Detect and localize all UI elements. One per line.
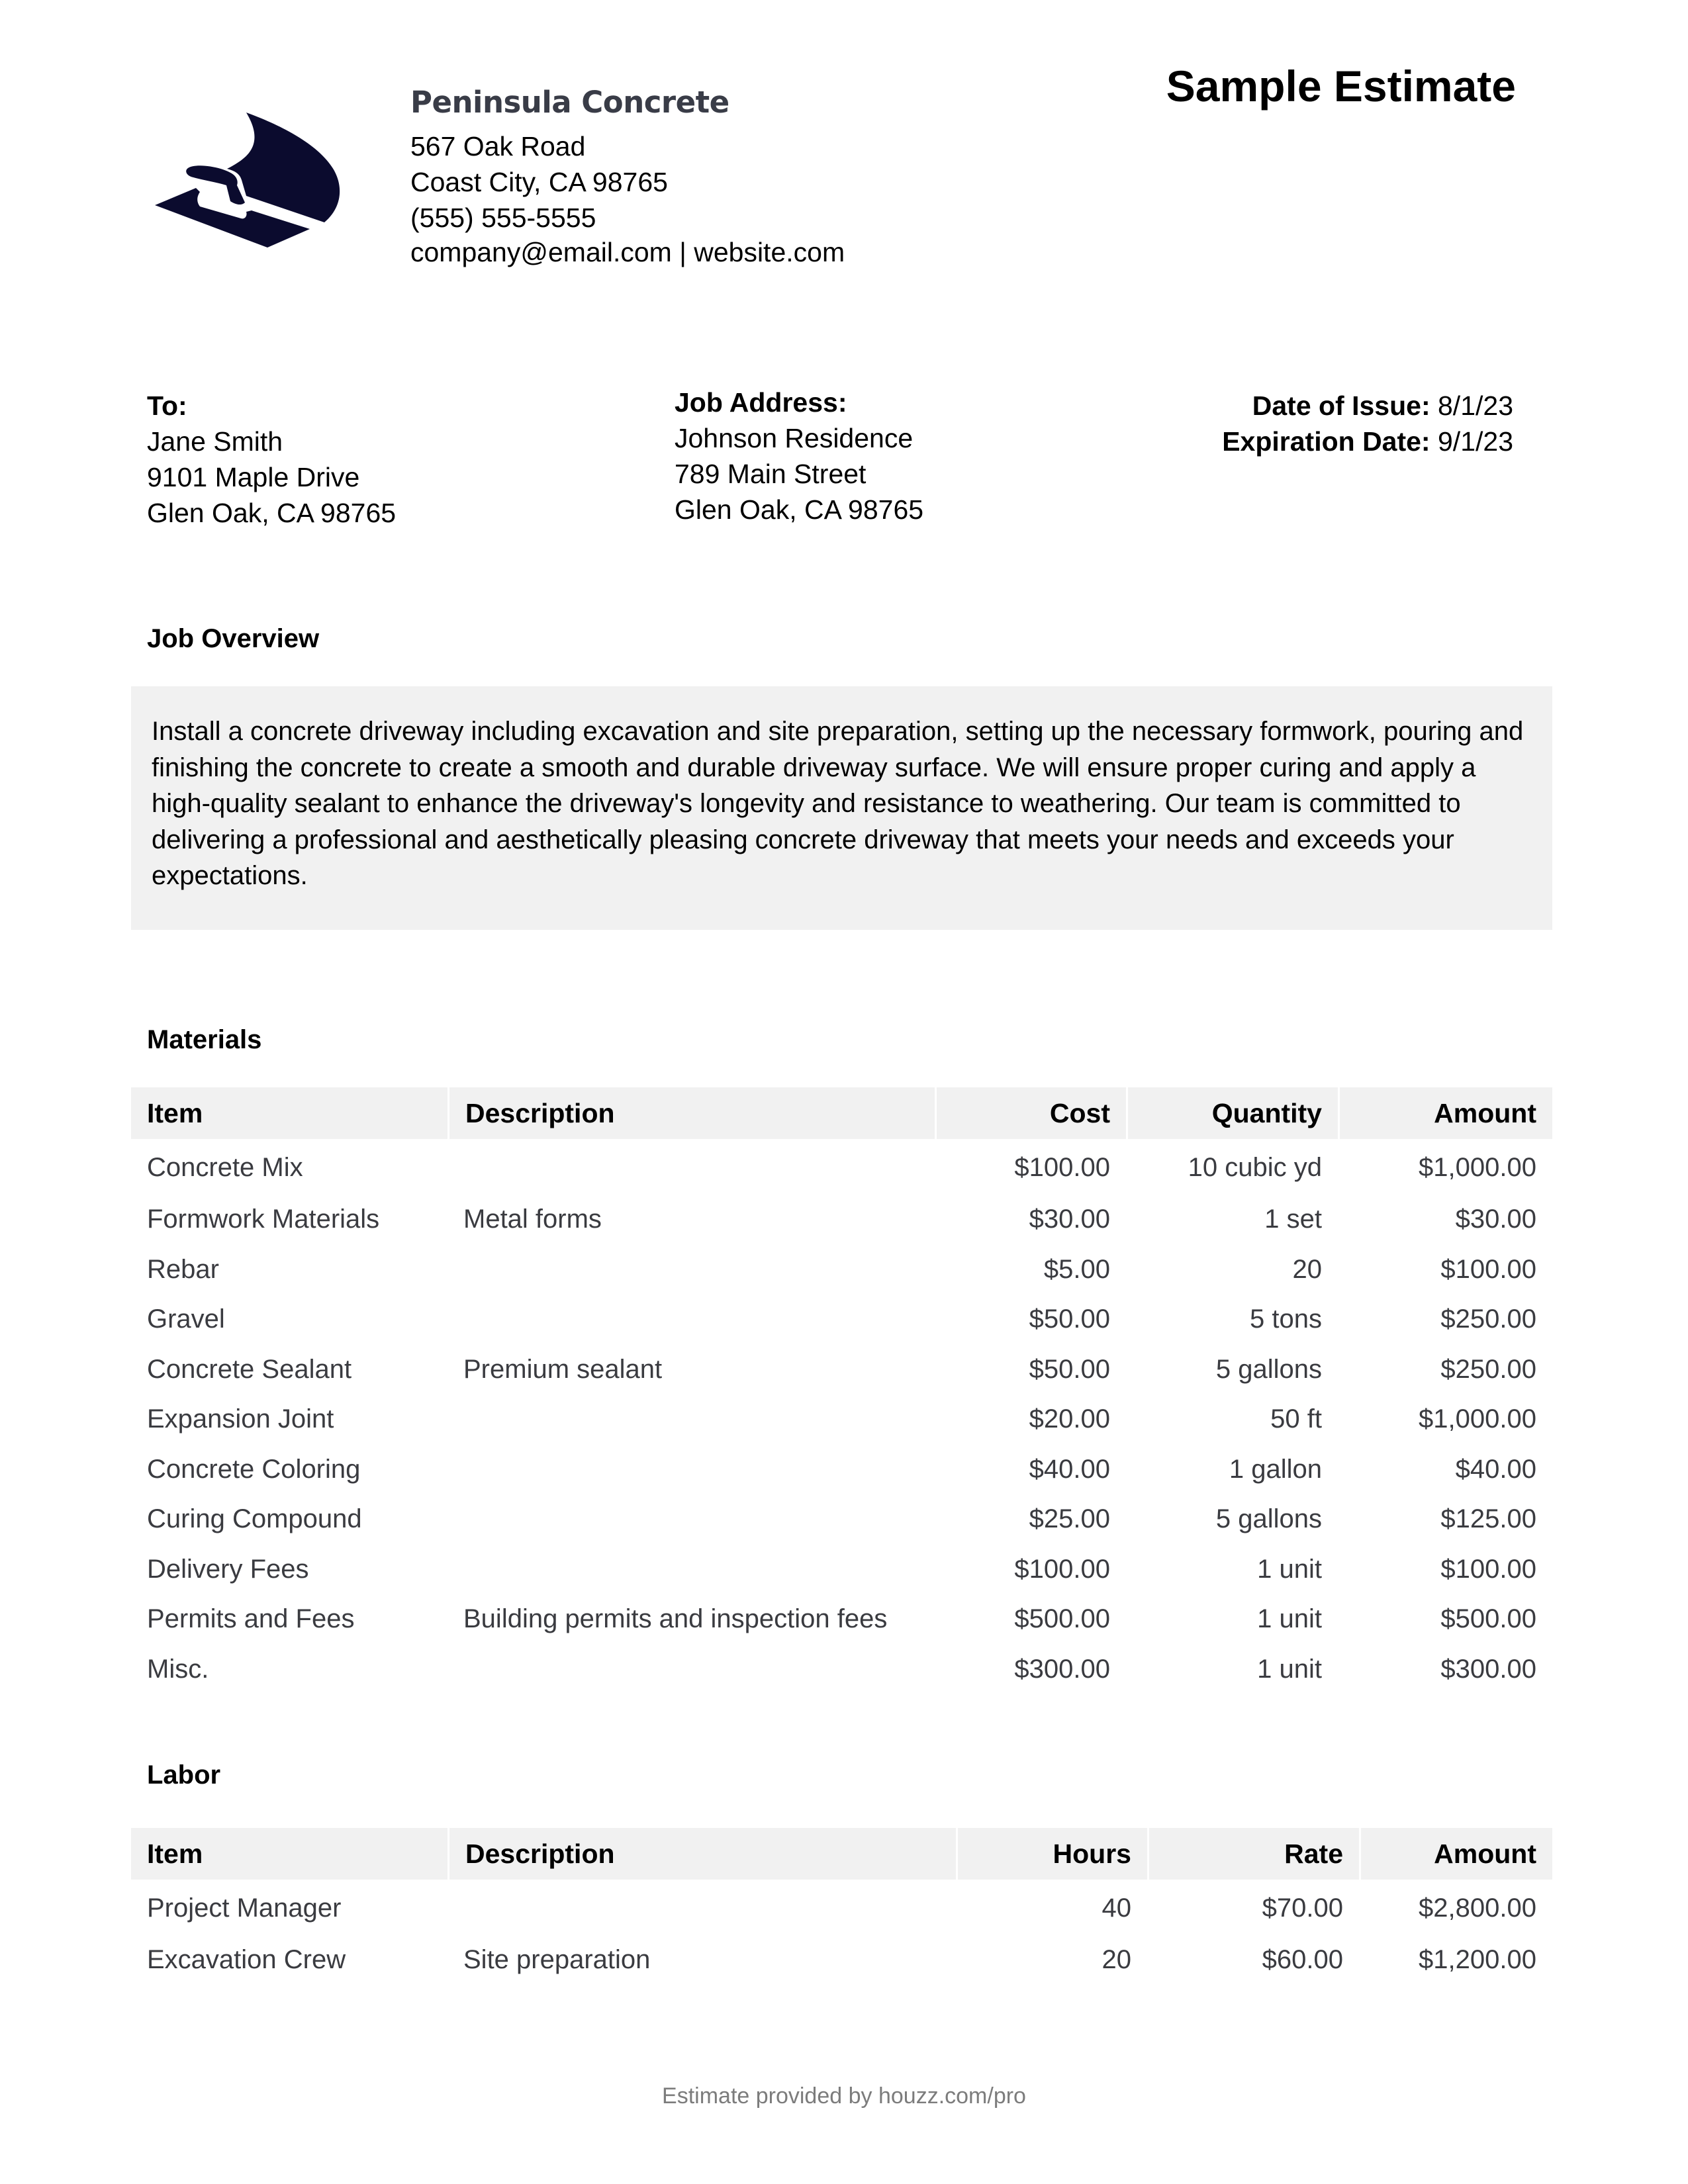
job-overview-text: Install a concrete driveway including excavation and site preparation, setting up the necessary formwork, pouring and finishing the concrete to create a smooth and durable driveway surface. We will ensure proper curing and apply a high-quality sealant to enhance the driveway's longevity and resistance to weathering. Our team is committed to delivering a professional and aesthetically pleasing concrete driveway that meets your needs and exceeds your expectations. [152, 717, 1524, 890]
cell-description: Premium sealant [463, 1354, 663, 1384]
cell-item: Permits and Fees [147, 1604, 355, 1634]
expiration-date-value: 9/1/23 [1438, 426, 1513, 457]
labor-table [131, 1828, 1552, 1985]
cell-quantity: 20 [1292, 1254, 1322, 1284]
cell-cost: $100.00 [1014, 1152, 1110, 1182]
cell-cost: $100.00 [1014, 1554, 1110, 1584]
cell-hours: 40 [1102, 1893, 1131, 1923]
cell-cost: $30.00 [1029, 1205, 1110, 1234]
trowel-logo-icon [147, 105, 346, 254]
cell-amount: $100.00 [1440, 1554, 1536, 1584]
column-header-hours: Hours [956, 1828, 1147, 1880]
cell-item: Expansion Joint [147, 1404, 334, 1434]
job-address-street: 789 Main Street [675, 459, 867, 489]
cell-item: Concrete Coloring [147, 1454, 361, 1484]
company-address-line1: 567 Oak Road [410, 131, 586, 161]
job-address-block [675, 385, 923, 527]
cell-item: Curing Compound [147, 1504, 362, 1534]
materials-header-row [131, 1087, 1552, 1139]
cell-cost: $20.00 [1029, 1404, 1110, 1434]
cell-quantity: 1 unit [1257, 1654, 1322, 1684]
cell-quantity: 5 gallons [1215, 1354, 1322, 1384]
company-logo [147, 105, 346, 254]
table-row [131, 1494, 1552, 1545]
column-header-description: Description [447, 1828, 956, 1880]
cell-quantity: 1 gallon [1229, 1454, 1322, 1484]
table-row [131, 1545, 1552, 1595]
cell-description [447, 1645, 935, 1695]
cell-rate: $60.00 [1262, 1945, 1343, 1975]
cell-quantity: 5 tons [1250, 1304, 1322, 1334]
cell-description [447, 1394, 935, 1445]
cell-item: Formwork Materials [147, 1205, 380, 1234]
cell-item: Excavation Crew [147, 1945, 346, 1975]
cell-amount: $30.00 [1455, 1205, 1536, 1234]
company-contact: company@email.com | website.com [410, 237, 845, 267]
cell-cost: $40.00 [1029, 1454, 1110, 1484]
cell-description [447, 1545, 935, 1595]
cell-cost: $300.00 [1014, 1654, 1110, 1684]
column-header-amount: Amount [1359, 1828, 1552, 1880]
table-row [131, 1295, 1552, 1345]
expiration-date-label: Expiration Date: [1222, 426, 1430, 457]
cell-hours: 20 [1102, 1945, 1131, 1975]
cell-amount: $1,000.00 [1419, 1152, 1536, 1182]
job-address-city: Glen Oak, CA 98765 [675, 494, 924, 525]
cell-cost: $50.00 [1029, 1354, 1110, 1384]
cell-description [447, 1295, 935, 1345]
cell-amount: $125.00 [1440, 1504, 1536, 1534]
table-row [131, 1245, 1552, 1295]
cell-amount: $40.00 [1455, 1454, 1536, 1484]
bill-to-label: To: [147, 390, 187, 421]
cell-quantity: 10 cubic yd [1188, 1152, 1322, 1182]
cell-quantity: 50 ft [1270, 1404, 1322, 1434]
column-header-item: Item [131, 1828, 447, 1880]
job-overview-box [131, 686, 1552, 930]
cell-amount: $1,000.00 [1419, 1404, 1536, 1434]
cell-description: Building permits and inspection fees [463, 1604, 888, 1634]
bill-to-name: Jane Smith [147, 426, 283, 457]
cell-amount: $250.00 [1440, 1304, 1536, 1334]
job-overview-heading: Job Overview [147, 624, 320, 653]
job-address-name: Johnson Residence [675, 423, 914, 453]
cell-cost: $5.00 [1043, 1254, 1110, 1284]
dates-block [1222, 388, 1513, 459]
table-row [131, 1594, 1552, 1645]
cell-amount: $500.00 [1440, 1604, 1536, 1634]
cell-description [447, 1245, 935, 1295]
cell-item: Delivery Fees [147, 1554, 309, 1584]
cell-quantity: 1 unit [1257, 1604, 1322, 1634]
cell-amount: $250.00 [1440, 1354, 1536, 1384]
cell-item: Concrete Mix [147, 1152, 303, 1182]
cell-description [447, 1139, 935, 1195]
cell-item: Concrete Sealant [147, 1354, 352, 1384]
column-header-description: Description [447, 1087, 935, 1139]
company-address-line2: Coast City, CA 98765 [410, 167, 668, 197]
bill-to-city: Glen Oak, CA 98765 [147, 498, 397, 528]
company-phone: (555) 555-5555 [410, 203, 596, 233]
issue-date-label: Date of Issue: [1252, 390, 1430, 421]
column-header-amount: Amount [1338, 1087, 1552, 1139]
cell-rate: $70.00 [1262, 1893, 1343, 1923]
column-header-item: Item [131, 1087, 447, 1139]
issue-date-row [1222, 388, 1513, 424]
column-header-rate: Rate [1147, 1828, 1359, 1880]
cell-amount: $1,200.00 [1419, 1945, 1536, 1975]
table-row [131, 1645, 1552, 1695]
cell-cost: $50.00 [1029, 1304, 1110, 1334]
labor-header-row [131, 1828, 1552, 1880]
table-row [131, 1394, 1552, 1445]
bill-to-street: 9101 Maple Drive [147, 462, 360, 492]
cell-amount: $100.00 [1440, 1254, 1536, 1284]
cell-amount: $2,800.00 [1419, 1893, 1536, 1923]
table-row [131, 1195, 1552, 1245]
cell-amount: $300.00 [1440, 1654, 1536, 1684]
table-row [131, 1880, 1552, 1935]
materials-heading: Materials [147, 1025, 262, 1054]
cell-description [447, 1494, 935, 1545]
issue-date-value: 8/1/23 [1438, 390, 1513, 421]
cell-quantity: 5 gallons [1215, 1504, 1322, 1534]
cell-description: Site preparation [463, 1945, 651, 1975]
table-row [131, 1139, 1552, 1195]
expiration-date-row [1222, 424, 1513, 459]
footer-attribution: Estimate provided by houzz.com/pro [662, 2083, 1026, 2109]
cell-item: Misc. [147, 1654, 209, 1684]
table-row [131, 1445, 1552, 1495]
cell-item: Project Manager [147, 1893, 342, 1923]
cell-description [447, 1445, 935, 1495]
table-row [131, 1345, 1552, 1395]
cell-item: Gravel [147, 1304, 225, 1334]
cell-item: Rebar [147, 1254, 219, 1284]
cell-quantity: 1 unit [1257, 1554, 1322, 1584]
cell-cost: $500.00 [1014, 1604, 1110, 1634]
company-name: Peninsula Concrete [410, 85, 729, 120]
materials-table [131, 1087, 1552, 1694]
column-header-cost: Cost [935, 1087, 1126, 1139]
bill-to-block [147, 388, 396, 531]
cell-description: Metal forms [463, 1205, 602, 1234]
cell-description [447, 1880, 956, 1935]
column-header-quantity: Quantity [1126, 1087, 1338, 1139]
labor-heading: Labor [147, 1760, 221, 1790]
table-row [131, 1935, 1552, 1985]
cell-quantity: 1 set [1264, 1205, 1322, 1234]
document-title: Sample Estimate [1166, 62, 1516, 111]
job-address-label: Job Address: [675, 387, 847, 418]
cell-cost: $25.00 [1029, 1504, 1110, 1534]
